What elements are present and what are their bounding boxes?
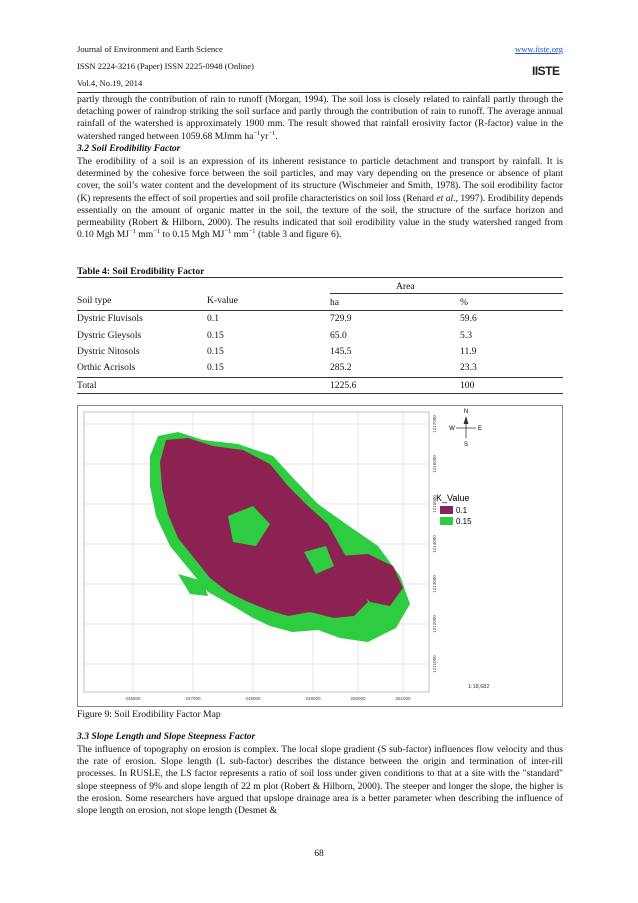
paragraph-erodibility: The erodibility of a soil is an expression of its inherent resistance to particle detachment and transport by rainfall. It is determined by the cohesive force between the soil particles, and may vary depending on the presence or absence of plant cover, the soil’s water content and the development of its structure (Wischmeier and Smith, 1978). The soil erodibility factor (K) represents the effect of soil properties and soil profile characteristics on soil loss (Renard et al., 1997). Erodibility depends essentially on the amount of organic matter in the soil, the texture of the soil, the structure of the surface horizon and permeability (Robert & Hilborn, 2000). The results indicated that soil erodibility value in the study watershed ranged from 0.10 Mgh $MJ^{-1}$ $mm^{-1}$ to 0.15 Mgh $MJ^{-1}$ $mm^{-1}$ (table 3 and figure 6). [77, 156, 563, 241]
issn-line: ISSN 2224-3216 (Paper) ISSN 2225-0948 (Online) [77, 61, 254, 71]
table-cell-k: 0.15 [207, 362, 224, 373]
svg-text:S: S [463, 442, 469, 448]
table-cell-ha: 65.0 [330, 330, 347, 341]
table-cell-pct: 5.3 [460, 330, 472, 341]
col-header-ha: ha [330, 297, 340, 308]
x-tick-label: 247000 [185, 696, 201, 701]
journal-url-link[interactable]: www.iiste.org [515, 44, 563, 54]
y-tick-label: 1215000 [432, 495, 437, 513]
y-tick-label: 1212000 [432, 615, 437, 633]
legend-swatch-0.15 [440, 517, 453, 525]
table-cell-soil: Dystric Nitosols [77, 346, 140, 357]
table-caption: Table 4: Soil Erodibility Factor [77, 266, 205, 277]
x-tick-label: 249000 [305, 696, 321, 701]
legend-label-0.15: 0.15 [456, 517, 472, 526]
section-heading-3-2: 3.2 Soil Erodibility Factor [77, 143, 181, 154]
table-bottom-rule [77, 393, 563, 394]
svg-text:N: N [463, 409, 469, 415]
col-header-soil: Soil type [77, 295, 112, 306]
x-tick-label: 248000 [245, 696, 261, 701]
table-cell-soil: Total [77, 380, 97, 391]
table-header-rule [77, 310, 563, 311]
page-number: 68 [314, 848, 324, 859]
x-tick-label: 246500 [125, 696, 141, 701]
table-top-rule [77, 277, 563, 278]
table-cell-soil: Dystric Gleysols [77, 330, 142, 341]
paragraph-rainfall: partly through the contribution of rain to runoff (Morgan, 1994). The soil loss is closely related to rainfall partly through the detaching power of raindrop striking the soil surface and partly through the contribution of rain to runoff. The average annual rainfall of the watershed is approximately 1900 mm. The result showed that rainfall erosivity factor (R-factor) value in the watershed ranged between 1059.68 MJmm $ha^{-1}yr^{-1}$. [77, 94, 563, 142]
col-header-pct: % [460, 297, 468, 308]
legend-title: K_Value [436, 493, 470, 503]
header-rule [77, 92, 563, 93]
table-cell-k: 0.15 [207, 330, 224, 341]
legend-label-0.1: 0.1 [456, 506, 468, 515]
y-tick-label: 1217000 [432, 415, 437, 433]
table-cell-soil: Orthic Acrisols [77, 362, 136, 373]
y-tick-label: 1216000 [432, 455, 437, 473]
y-tick-label: 1211000 [432, 655, 437, 673]
svg-text:W: W [449, 426, 455, 432]
svg-text:E: E [477, 426, 483, 432]
table-cell-pct: 59.6 [460, 313, 477, 324]
section-heading-3-3: 3.3 Slope Length and Slope Steepness Factor [77, 731, 256, 742]
iiste-logo [532, 60, 564, 86]
table-total-rule [77, 377, 563, 378]
area-subrule [330, 293, 563, 294]
y-tick-label: 1213000 [432, 575, 437, 593]
table-cell-k: 0.15 [207, 346, 224, 357]
erodibility-map-figure [77, 405, 563, 707]
col-header-k: K-value [207, 295, 238, 306]
col-header-area: Area [396, 281, 415, 292]
y-tick-label: 1214000 [432, 535, 437, 553]
journal-name: Journal of Environment and Earth Science [77, 44, 223, 54]
table-cell-k: 0.1 [207, 313, 219, 324]
paragraph-slope: The influence of topography on erosion is complex. The local slope gradient (S sub-factor) influences flow velocity and thus the rate of erosion. Slope length (L sub-factor) describes the distance between the origin and termination of inter-rill processes. In RUSLE, the LS factor represents a ratio of soil loss under given conditions to that at a site with the "standard" slope steepness of 9% and slope length of 22 m plot (Robert & Hilborn, 2000). The steeper and longer the slope, the higher is the erosion. Some researchers have argued that upslope drainage area is a better parameter when describing the influence of slope length on erosion, not slope length (Desmet & [77, 744, 563, 817]
table-cell-pct: 23.3 [460, 362, 477, 373]
table-cell-soil: Dystric Fluvisols [77, 313, 143, 324]
logo-text: IISTE [532, 64, 560, 78]
volume-line: Vol.4, No.19, 2014 [77, 78, 143, 88]
table-cell-ha: 729.9 [330, 313, 352, 324]
legend-swatch-0.1 [440, 506, 453, 514]
table-cell-ha: 1225.6 [330, 380, 357, 391]
table-cell-ha: 285.2 [330, 362, 352, 373]
table-cell-ha: 145.5 [330, 346, 352, 357]
x-tick-label: 250000 [350, 696, 366, 701]
map-svg [78, 406, 562, 706]
figure-caption: Figure 9: Soil Erodibility Factor Map [77, 709, 221, 720]
x-tick-label: 251000 [395, 696, 411, 701]
table-cell-pct: 11.9 [460, 346, 477, 357]
table-cell-pct: 100 [460, 380, 475, 391]
map-scale: 1:18,682 [468, 684, 490, 690]
